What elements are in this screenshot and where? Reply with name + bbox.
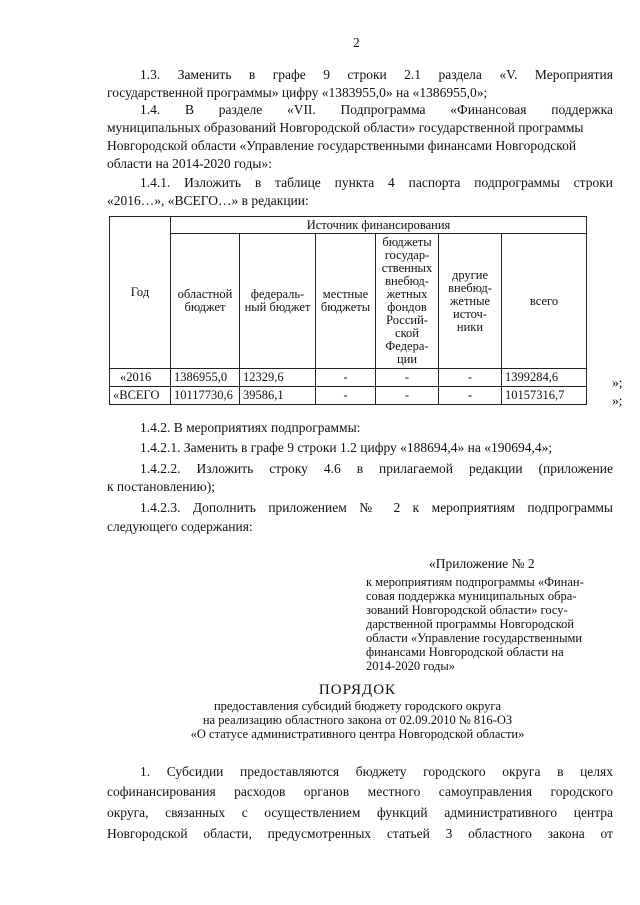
- row-total-closing-quote: »;: [612, 393, 623, 408]
- cell-year: «2016: [110, 369, 171, 387]
- order-subtitle-line-1: предоставления субсидий бюджету городского округа: [213, 699, 502, 713]
- order-subtitle-line-3: «О статусе административного центра Новгородской области»: [190, 727, 525, 741]
- appendix-line-6: финансами Новгородской области на: [366, 645, 564, 659]
- para-order-1-line-4: Новгородской области, предусмотренных статьей 3 областного закона от: [107, 826, 613, 841]
- table-row: [110, 369, 587, 387]
- para-order-1-line-3: округа, связанных с осуществлением функций административного центра: [107, 805, 613, 820]
- para-1-4-2: 1.4.2. В мероприятиях подпрограммы:: [140, 420, 361, 435]
- para-order-1-line-1: 1. Субсидии предоставляются бюджету городского округа в целях: [140, 764, 613, 779]
- page-number: 2: [353, 35, 360, 50]
- cell-funds: -: [376, 369, 439, 387]
- cell-funds: -: [376, 387, 439, 405]
- para-1-4-line-4: области на 2014-2020 годы»:: [107, 156, 272, 171]
- cell-total: 1399284,6: [502, 369, 587, 387]
- cell-local: -: [316, 387, 376, 405]
- header-total: всего: [502, 234, 587, 369]
- order-title: ПОРЯДОК: [318, 682, 397, 698]
- header-local-budgets: местные бюджеты: [316, 234, 376, 369]
- cell-other: -: [439, 387, 502, 405]
- header-year: Год: [110, 217, 171, 369]
- cell-local: -: [316, 369, 376, 387]
- cell-total: 10157316,7: [502, 387, 587, 405]
- para-1-4-line-2: муниципальных образований Новгородской области» государственной программы: [107, 120, 584, 135]
- para-order-1-line-2: софинансирования расходов органов местного самоуправления городского: [107, 784, 613, 799]
- para-1-4-2-2-line-1: 1.4.2.2. Изложить строку 4.6 в прилагаемой редакции (приложение: [140, 461, 613, 476]
- cell-regional: 10117730,6: [171, 387, 240, 405]
- para-1-4-1-line-1: 1.4.1. Изложить в таблице пункта 4 паспорта подпрограммы строки: [140, 175, 613, 190]
- order-subtitle-line-2: на реализацию областного закона от 02.09.2010 № 816-ОЗ: [202, 713, 513, 727]
- para-1-4-line-3: Новгородской области «Управление государственными финансами Новгородской: [107, 138, 577, 153]
- cell-year: «ВСЕГО: [110, 387, 171, 405]
- appendix-title: «Приложение № 2: [429, 556, 535, 571]
- cell-federal: 39586,1: [240, 387, 316, 405]
- para-1-3-line-2: государственной программы» цифру «1383955,0» на «1386955,0»;: [107, 85, 488, 100]
- header-extra-budgetary-funds: бюджеты государ-ственных внебюд-жетных фондов Россий-ской Федера-ции: [376, 234, 439, 369]
- para-1-4-2-3-line-1: 1.4.2.3. Дополнить приложением № 2 к мероприятиям подпрограммы: [140, 500, 613, 515]
- appendix-line-5: области «Управление государственными: [366, 631, 583, 645]
- appendix-line-3: зований Новгородской области» госу-: [366, 603, 568, 617]
- para-1-4-2-2-line-2: к постановлению);: [107, 479, 215, 494]
- cell-other: -: [439, 369, 502, 387]
- para-1-4-2-1: 1.4.2.1. Заменить в графе 9 строки 1.2 цифру «188694,4» на «190694,4»;: [140, 440, 553, 455]
- header-regional-budget: областной бюджет: [171, 234, 240, 369]
- header-federal-budget: федераль-ный бюджет: [240, 234, 316, 369]
- table-row: [110, 387, 587, 405]
- appendix-line-4: дарственной программы Новгородской: [366, 617, 575, 631]
- para-1-4-2-3-line-2: следующего содержания:: [107, 519, 253, 534]
- cell-regional: 1386955,0: [171, 369, 240, 387]
- header-other-sources: другие внебюд-жетные источ-ники: [439, 234, 502, 369]
- para-1-4-1-line-2: «2016…», «ВСЕГО…» в редакции:: [107, 193, 309, 208]
- para-1-4-line-1: 1.4. В разделе «VII. Подпрограмма «Финансовая поддержка: [140, 102, 613, 117]
- para-1-3-line-1: 1.3. Заменить в графе 9 строки 2.1 раздела «V. Мероприятия: [140, 67, 613, 82]
- appendix-line-1: к мероприятиям подпрограммы «Финан-: [366, 575, 584, 589]
- row-2016-closing-quote: »;: [612, 375, 623, 390]
- cell-federal: 12329,6: [240, 369, 316, 387]
- appendix-line-2: совая поддержка муниципальных обра-: [366, 589, 577, 603]
- financing-table: [109, 216, 587, 405]
- appendix-line-7: 2014-2020 годы»: [366, 659, 456, 673]
- header-financing-source: Источник финансирования: [171, 217, 587, 234]
